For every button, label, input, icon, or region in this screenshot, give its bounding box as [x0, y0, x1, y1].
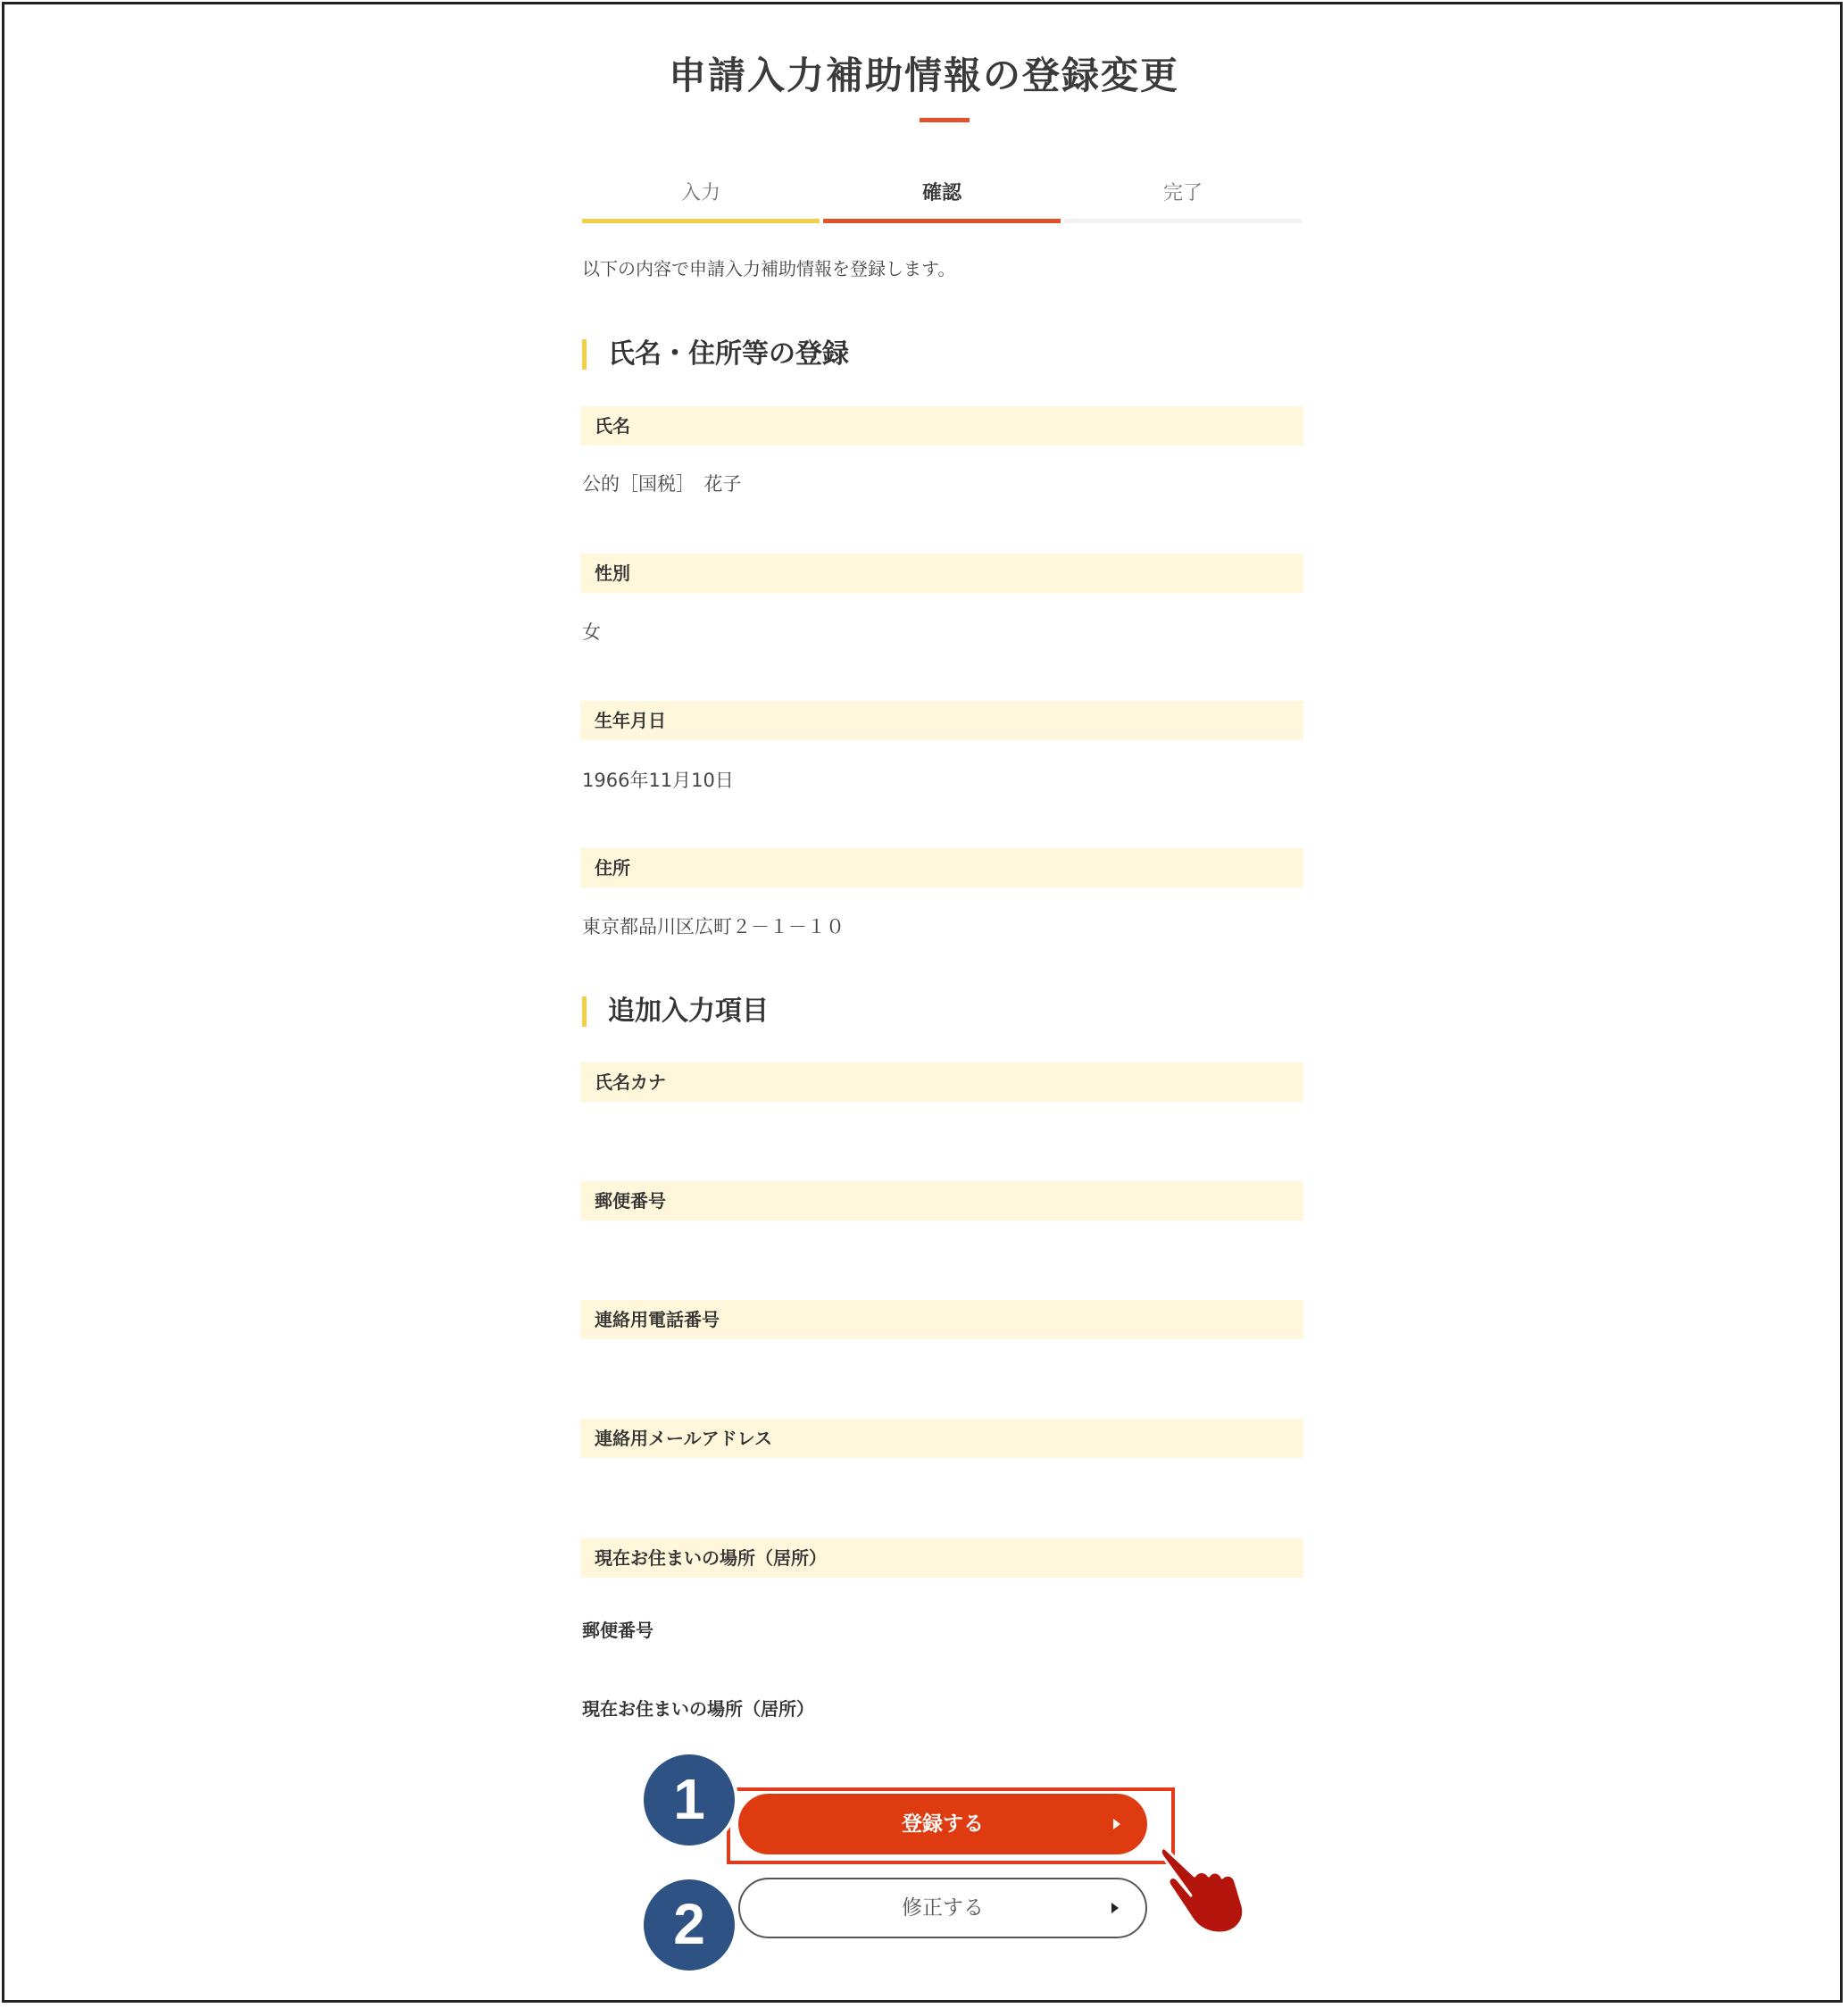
- screenshot-frame: [2, 2, 1843, 2003]
- step-confirm: [823, 179, 1061, 223]
- residence-postal-label: 郵便番号: [582, 1620, 653, 1641]
- residence-place-label: 現在お住まいの場所（居所）: [582, 1698, 814, 1720]
- step-label: 確認: [921, 182, 961, 204]
- field-value-name: 公的［国税］ 花子: [582, 473, 742, 495]
- section-heading-additional: 追加入力項目: [582, 996, 769, 1027]
- step-input: [582, 179, 820, 223]
- intro-text: 以下の内容で申請入力補助情報を登録します。: [582, 258, 956, 279]
- pointing-hand-icon: [1159, 1844, 1257, 1937]
- modify-button[interactable]: [738, 1878, 1147, 1938]
- field-value-gender: 女: [582, 621, 601, 643]
- field-label-phone: 連絡用電話番号: [580, 1300, 1303, 1339]
- step-bar: [1064, 219, 1302, 223]
- register-button-label: 登録する: [902, 1812, 984, 1836]
- field-value-address: 東京都品川区広町２－１－１０: [582, 916, 845, 937]
- field-label-postal-code: 郵便番号: [580, 1181, 1303, 1221]
- step-label: 入力: [680, 182, 720, 204]
- field-value-birthdate: 1966年11月10日: [582, 770, 734, 791]
- highlight-box: [727, 1787, 1175, 1864]
- field-label-name: 氏名: [580, 406, 1303, 446]
- section-heading-basic: 氏名・住所等の登録: [582, 339, 849, 370]
- page-title: 申請入力補助情報の登録変更: [668, 54, 1179, 97]
- step-complete: [1064, 179, 1302, 223]
- modify-button-label: 修正する: [902, 1896, 984, 1920]
- field-label-address: 住所: [580, 848, 1303, 887]
- step-label: 完了: [1162, 182, 1203, 204]
- title-accent-line: [920, 118, 970, 122]
- field-label-birthdate: 生年月日: [580, 701, 1303, 740]
- step-bar: [823, 219, 1061, 223]
- field-label-residence: 現在お住まいの場所（居所）: [580, 1538, 1303, 1578]
- step-bar: [582, 219, 820, 223]
- step-badge-2: 2: [640, 1876, 738, 1974]
- step-badge-1: 1: [640, 1751, 738, 1849]
- field-label-name-kana: 氏名カナ: [580, 1062, 1303, 1102]
- field-label-email: 連絡用メールアドレス: [580, 1419, 1303, 1458]
- field-label-gender: 性別: [580, 554, 1303, 593]
- arrow-right-icon: [1111, 1903, 1119, 1913]
